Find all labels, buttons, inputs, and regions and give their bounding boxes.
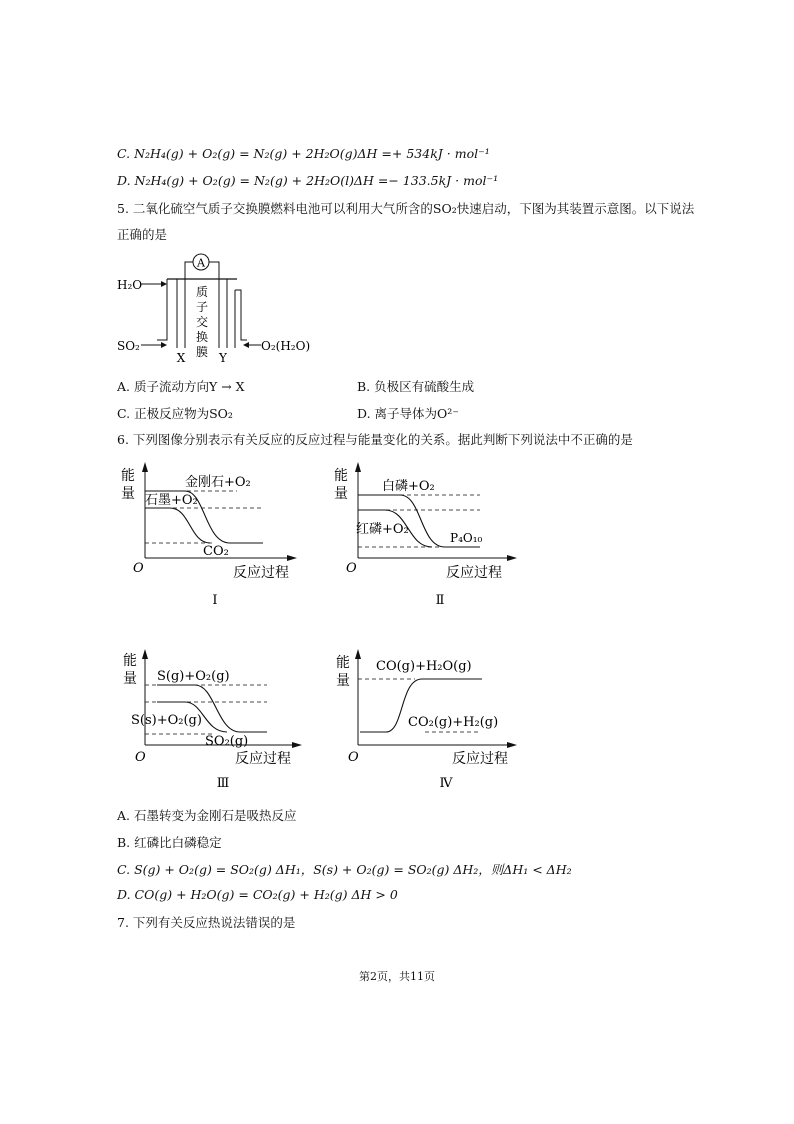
g4-ylabel-1: 能 [336, 655, 350, 671]
g4-xlabel: 反应过程 [452, 751, 508, 767]
q5-option-a: A. 质子流动方向Y → X [117, 379, 245, 394]
energy-graph-3 [115, 645, 315, 795]
energy-graph-4 [330, 645, 530, 795]
membrane-char-4: 换 [195, 330, 209, 344]
q4-option-c: C. N₂H₄(g) + O₂(g) = N₂(g) + 2H₂O(g)ΔH =+ 534kJ · mol⁻¹ [117, 146, 490, 161]
electrode-x-label: X [176, 351, 186, 365]
page-footer: 第2页，共11页 [359, 970, 435, 983]
membrane-char-5: 膜 [195, 345, 209, 359]
g3-bottom-label: SO₂(g) [205, 734, 249, 749]
q7-stem: 7. 下列有关反应热说法错误的是 [117, 915, 296, 930]
g2-ylabel-1: 能 [334, 468, 348, 484]
g4-bottom-label: CO₂(g)+H₂(g) [408, 715, 499, 730]
g3-ylabel-1: 能 [123, 653, 137, 669]
q5-option-b: B. 负极区有硫酸生成 [357, 379, 475, 394]
membrane-char-1: 质 [195, 285, 209, 299]
g3-mid-label: S(s)+O₂(g) [131, 713, 202, 728]
q4-option-d: D. N₂H₄(g) + O₂(g) = N₂(g) + 2H₂O(l)ΔH =− 133.5kJ · mol⁻¹ [117, 173, 499, 188]
g1-ylabel-1: 能 [121, 468, 135, 484]
g4-number: Ⅳ [439, 776, 453, 791]
g2-number: Ⅱ [435, 593, 445, 608]
g3-xlabel: 反应过程 [235, 751, 291, 767]
energy-graph-2 [330, 460, 530, 610]
g1-top-label: 金刚石+O₂ [185, 475, 251, 490]
g4-top-label: CO(g)+H₂O(g) [376, 659, 472, 674]
g2-ylabel-2: 量 [334, 486, 348, 502]
g2-xlabel: 反应过程 [446, 565, 502, 581]
g1-ylabel-2: 量 [121, 486, 135, 502]
g4-origin: O [348, 750, 359, 765]
q6-option-a: A. 石墨转变为金刚石是吸热反应 [117, 808, 297, 823]
g2-origin: O [346, 561, 357, 576]
cell-input-so2: SO₂ [117, 339, 140, 353]
g1-origin: O [133, 561, 144, 576]
g3-top-label: S(g)+O₂(g) [157, 669, 230, 684]
cell-input-o2: O₂(H₂O) [261, 339, 311, 353]
q5-option-c: C. 正极反应物为SO₂ [117, 406, 233, 421]
g1-number: Ⅰ [212, 593, 218, 608]
cell-input-h2o: H₂O [117, 278, 143, 292]
q6-option-b: B. 红磷比白磷稳定 [117, 835, 222, 850]
q6-stem: 6. 下列图像分别表示有关反应的反应过程与能量变化的关系。据此判断下列说法中不正确的是 [117, 432, 633, 447]
g3-number: Ⅲ [216, 776, 230, 791]
energy-graph-1 [115, 460, 315, 610]
g2-bottom-label: P₄O₁₀ [450, 531, 483, 545]
fuel-cell-diagram [115, 248, 315, 368]
g1-xlabel: 反应过程 [233, 565, 289, 581]
g4-ylabel-2: 量 [336, 673, 350, 689]
electrode-y-label: Y [219, 351, 227, 365]
g2-mid-label: 红磷+O₂ [356, 522, 409, 537]
q5-stem-line2: 正确的是 [117, 227, 168, 242]
g3-origin: O [135, 750, 146, 765]
ammeter-label: A [197, 256, 205, 270]
q5-stem-line1: 5. 二氧化硫空气质子交换膜燃料电池可以利用大气所含的SO₂快速启动，下图为其装置示意图。以下说法 [117, 201, 695, 216]
g3-ylabel-2: 量 [123, 671, 137, 687]
q6-option-c: C. S(g) + O₂(g) = SO₂(g) ΔH₁，S(s) + O₂(g) = SO₂(g) ΔH₂，则ΔH₁ < ΔH₂ [117, 862, 572, 877]
membrane-char-2: 子 [195, 300, 209, 314]
q5-option-d: D. 离子导体为O²⁻ [357, 406, 459, 421]
q6-option-d: D. CO(g) + H₂O(g) = CO₂(g) + H₂(g) ΔH > 0 [117, 887, 398, 902]
g2-top-label: 白磷+O₂ [382, 479, 435, 494]
g1-mid-label: 石墨+O₂ [145, 493, 198, 508]
g1-bottom-label: CO₂ [203, 544, 229, 559]
membrane-char-3: 交 [195, 315, 209, 329]
